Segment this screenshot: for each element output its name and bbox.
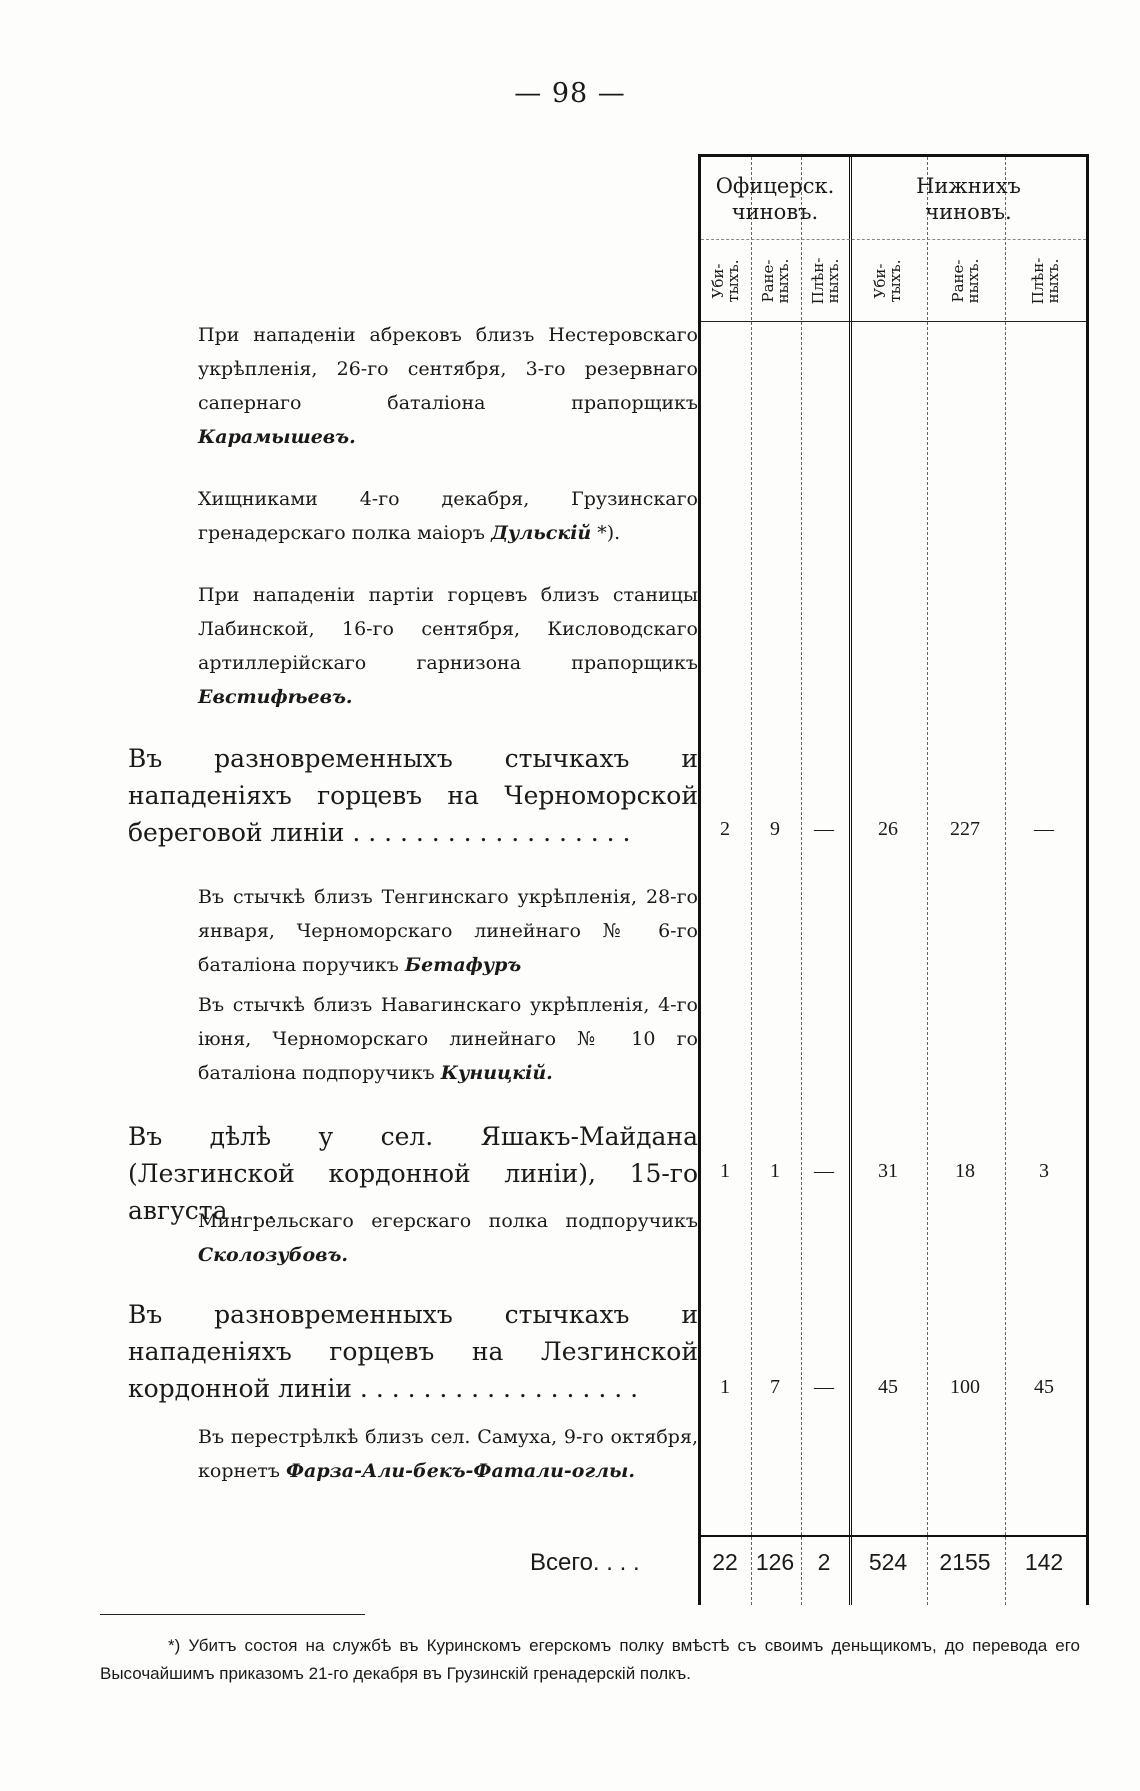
value-officers-captured: — — [814, 1160, 834, 1182]
value-officers-captured: — — [814, 818, 834, 840]
col-officers-captured: Плѣн- ныхъ. — [809, 257, 842, 305]
value-officers-killed: 2 — [720, 818, 730, 840]
value-lower-killed: 45 — [878, 1376, 898, 1398]
main-entry-lezgin-line: Въ разновременныхъ стычкахъ и нападеніяхъ горцевъ на Лезгинской кордонной линіи . . . . . . . . . . . . . . . . . . — [128, 1300, 698, 1403]
value-lower-killed: 31 — [878, 1160, 898, 1182]
officer-name: Куницкій. — [440, 1062, 553, 1084]
total-lower-captured: 142 — [1024, 1549, 1064, 1575]
officer-name: Фарза-Али-бекъ-Фатали-оглы. — [286, 1460, 635, 1482]
col-officers-wounded: Ране- ныхъ. — [759, 258, 792, 304]
main-entry-black-sea: Въ разновременныхъ стычкахъ и нападеніяхъ горцевъ на Черноморской береговой линіи . . . . . . . . . . . . . . . . . . — [128, 744, 698, 847]
entry-text: Мингрельскаго егерскаго полка подпоручикъ — [198, 1210, 698, 1232]
col-lower-wounded: Ране- ныхъ. — [949, 258, 982, 304]
officers-header: Офицерск. чиновъ. — [715, 174, 835, 224]
value-lower-wounded: 100 — [950, 1376, 980, 1398]
value-officers-killed: 1 — [720, 1160, 730, 1182]
col-lower-killed: Уби- тыхъ. — [871, 259, 904, 303]
value-lower-wounded: 227 — [950, 818, 980, 840]
officer-name: Сколозубовъ. — [198, 1244, 349, 1266]
footnote-ref: *). — [591, 522, 621, 544]
entry-skolozubov — [198, 1204, 698, 1272]
entry-text: При нападеніи абрековъ близъ Нестеровскаго укрѣпленія, 26-го сентября, 3-го резервнаго сапернаго баталіона прапорщикъ — [198, 324, 698, 414]
total-officers-killed: 22 — [712, 1549, 738, 1575]
totals-label: Всего. . . . — [530, 1549, 640, 1576]
footnote — [100, 1632, 1080, 1688]
main-entry-yashak-maidan: Въ дѣлѣ у сел. Яшакъ-Майдана (Лезгинской кордонной линіи), 15-го августа . . . — [128, 1122, 698, 1225]
entry-text: Въ стычкѣ близъ Тенгинскаго укрѣпленія, 28-го января, Черноморскаго линейнаго № 6-го баталіона поручикъ — [198, 886, 698, 976]
value-officers-captured: — — [814, 1376, 834, 1398]
officer-name: Бетафуръ — [404, 954, 522, 976]
total-officers-captured: 2 — [817, 1549, 831, 1575]
officer-name: Дульскій — [491, 522, 592, 544]
total-lower-wounded: 2155 — [939, 1549, 991, 1575]
entry-farza-ali-bek — [198, 1420, 698, 1488]
officer-name: Карамышевъ. — [198, 426, 356, 448]
value-lower-killed: 26 — [878, 818, 898, 840]
lower-ranks-header: Нижнихъ чиновъ. — [916, 174, 1021, 224]
value-officers-wounded: 7 — [770, 1376, 780, 1398]
totals-top-rule — [701, 1535, 1086, 1537]
value-lower-captured: 3 — [1039, 1160, 1049, 1182]
entry-kunitsky — [198, 988, 698, 1090]
footnote-mark: *) — [168, 1636, 181, 1655]
value-officers-wounded: 1 — [770, 1160, 780, 1182]
page-number: — 98 — — [514, 78, 626, 109]
entry-text: Въ перестрѣлкѣ близъ сел. Самуха, 9-го октября, корнетъ — [198, 1426, 698, 1482]
col-officers-killed: Уби- тыхъ. — [709, 259, 742, 303]
value-lower-wounded: 18 — [955, 1160, 975, 1182]
value-officers-wounded: 9 — [770, 818, 780, 840]
entry-dulsky — [198, 482, 698, 550]
footnote-text: Убитъ состоя на службѣ въ Куринскомъ егерскомъ полку вмѣстѣ съ своимъ деньщикомъ, до перевода его Высочайшимъ приказомъ 21-го декабря въ Грузинскій гренадерскій полкъ. — [100, 1636, 1080, 1683]
entry-text: При нападеніи партіи горцевъ близъ станицы Лабинской, 16-го сентября, Кисловодскаго артиллерійскаго гарнизона прапорщикъ — [198, 584, 698, 674]
value-lower-captured: — — [1034, 818, 1054, 840]
value-officers-killed: 1 — [720, 1376, 730, 1398]
total-officers-wounded: 126 — [755, 1549, 795, 1575]
entry-text: Хищниками 4-го декабря, Грузинскаго гренадерскаго полка маіоръ — [198, 488, 698, 544]
officer-name: Евстифѣевъ. — [198, 686, 353, 708]
value-lower-captured: 45 — [1034, 1376, 1054, 1398]
entry-betafur — [198, 880, 698, 982]
entry-text: Въ стычкѣ близъ Навагинскаго укрѣпленія, 4-го іюня, Черноморскаго линейнаго № 10 го баталіона подпоручикъ — [198, 994, 698, 1084]
entry-evstifeev — [198, 578, 698, 714]
total-lower-killed: 524 — [868, 1549, 908, 1575]
entry-karamyshev — [198, 318, 698, 454]
footnote-rule — [100, 1614, 365, 1615]
col-lower-captured: Плѣн- ныхъ. — [1029, 257, 1062, 305]
